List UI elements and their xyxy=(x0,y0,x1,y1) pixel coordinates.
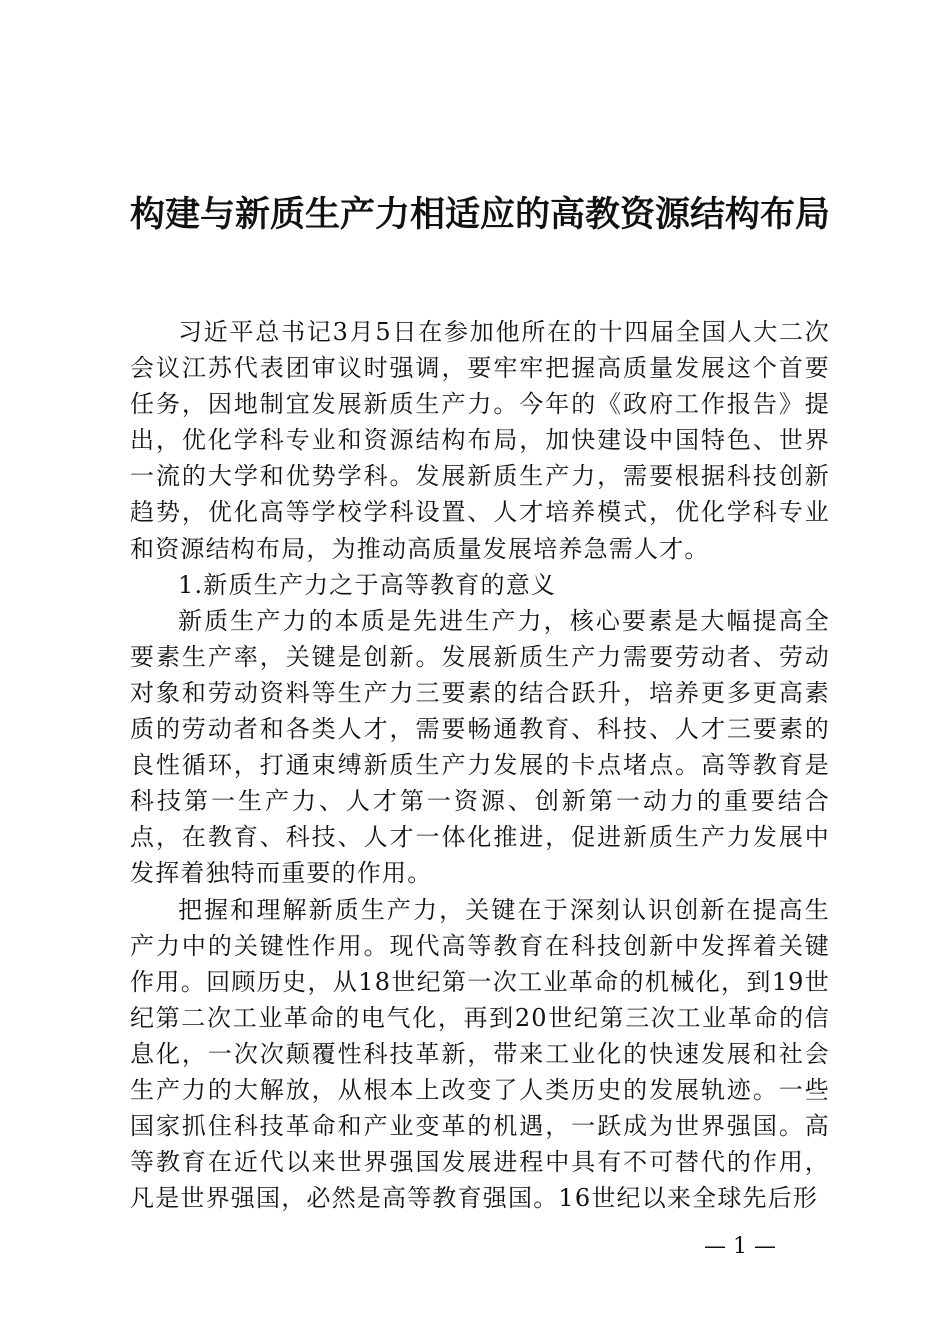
page-number: — 1 — xyxy=(704,1234,776,1259)
paragraph-intro: 习近平总书记3月5日在参加他所在的十四届全国人大二次会议江苏代表团审议时强调，要牢牢把握高质量发展这个首要任务，因地制宜发展新质生产力。今年的《政府工作报告》提出，优化学科专业和资源结构布局，加快建设中国特色、世界一流的大学和优势学科。发展新质生产力，需要根据科技创新趋势，优化高等学校学科设置、人才培养模式，优化学科专业和资源结构布局，为推动高质量发展培养急需人才。 xyxy=(130,318,830,563)
document-title: 构建与新质生产力相适应的高教资源结构布局 xyxy=(130,195,831,235)
paragraph-innovation: 把握和理解新质生产力，关键在于深刻认识创新在提高生产力中的关键性作用。现代高等教育在科技创新中发挥着关键作用。回顾历史，从18世纪第一次工业革命的机械化，到19世纪第二次工业革命的电气化，再到20世纪第三次工业革命的信息化，一次次颠覆性科技革新，带来工业化的快速发展和社会生产力的大解放，从根本上改变了人类历史的发展轨迹。一些国家抓住科技革命和产业变革的机遇，一跃成为世界强国。高等教育在近代以来世界强国发展进程中具有不可替代的作用，凡是世界强国，必然是高等教育强国。16世纪以来全球先后形 xyxy=(130,895,830,1213)
paragraph-essence: 新质生产力的本质是先进生产力，核心要素是大幅提高全要素生产率，关键是创新。发展新质生产力需要劳动者、劳动对象和劳动资料等生产力三要素的结合跃升，培养更多更高素质的劳动者和各类人才，需要畅通教育、科技、人才三要素的良性循环，打通束缚新质生产力发展的卡点堵点。高等教育是科技第一生产力、人才第一资源、创新第一动力的重要结合点，在教育、科技、人才一体化推进，促进新质生产力发展中发挥着独特而重要的作用。 xyxy=(130,606,830,888)
document-body xyxy=(130,314,830,1216)
section-heading: 1.新质生产力之于高等教育的意义 xyxy=(178,570,557,599)
